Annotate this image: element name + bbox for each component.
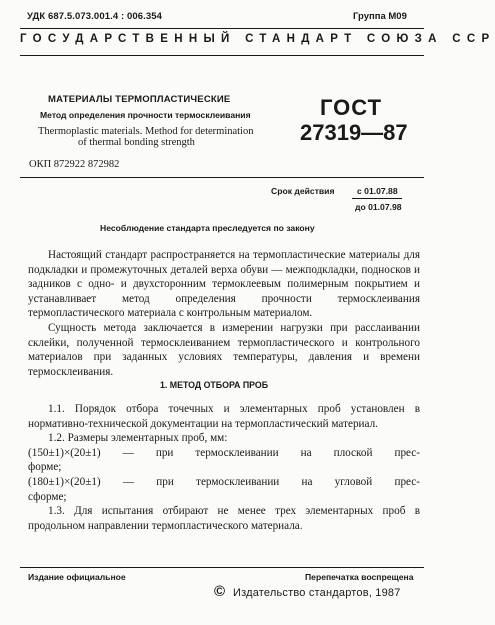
english-title-line-2: of thermal bonding strength: [78, 137, 195, 148]
dimension-1: (150±1)×(20±1) — при термосклеивании на плоской прес-: [28, 446, 420, 459]
dimension-2: (180±1)×(20±1) — при термосклеивании на угловой прес-: [28, 475, 420, 488]
gost-label: ГОСТ: [320, 95, 383, 120]
header-rule-bottom: [20, 55, 424, 56]
official-edition: Издание официальное: [28, 572, 126, 582]
document-title: МАТЕРИАЛЫ ТЕРМОПЛАСТИЧЕСКИЕ: [48, 94, 231, 105]
document-body: [28, 248, 420, 379]
validity-from: с 01.07.88: [357, 186, 398, 196]
english-title-line-1: Thermoplastic materials. Method for determination: [38, 126, 254, 137]
clause-1-2: 1.2. Размеры элементарных проб, мм:: [48, 432, 228, 445]
footer-rule: [20, 567, 424, 568]
validity-rule: [352, 198, 402, 199]
dimension-1-continuation: форме;: [28, 461, 62, 474]
copyright-symbol: ©: [214, 583, 226, 600]
section-body: [28, 402, 420, 533]
section-heading: 1. МЕТОД ОТБОРА ПРОБ: [160, 380, 269, 390]
okp-code: ОКП 872922 872982: [29, 159, 120, 170]
group-code: Группа М09: [353, 11, 407, 22]
dimension-2-continuation: сформе;: [28, 490, 67, 503]
clause-1-3: 1.3. Для испытания отбирают не менее трех элементарных проб в продольном направлении термопластического материала.: [28, 505, 420, 532]
clause-1-1: 1.1. Порядок отбора точечных и элементарных проб установлен в нормативно-технической документации на термопластический материал.: [28, 403, 420, 430]
reprint-notice: Перепечатка воспрещена: [305, 572, 414, 582]
title-block-rule: [20, 177, 424, 178]
intro-paragraph-1: Настоящий стандарт распространяется на термопластические материалы для подкладки и промежуточных деталей верха обуви — межподкладки, подносков и задников с одно- и двухсторонним термоклеевым полимерным покрытием и устанавливает метод определения прочности термосклеивания термопластического материала с контрольным материалом.: [28, 249, 420, 320]
state-standard-banner: ГОСУДАРСТВЕННЫЙ СТАНДАРТ СОЮЗА ССР: [20, 33, 495, 45]
intro-paragraph-2: Сущность метода заключается в измерении нагрузки при расслаивании склейки, полученной термосклеиванием термопластического и контрольного материалов при заданных условиях температуры, давления и времени термосклеивания.: [28, 321, 420, 378]
validity-to: до 01.07.98: [355, 202, 402, 212]
header-rule-top: [20, 28, 424, 29]
law-notice: Несоблюдение стандарта преследуется по закону: [100, 223, 315, 233]
publisher-line: Издательство стандартов, 1987: [233, 587, 401, 599]
validity-label: Срок действия: [271, 186, 335, 196]
gost-number: 27319—87: [300, 120, 408, 145]
udk-code: УДК 687.5.073.001.4 : 006.354: [27, 11, 162, 22]
document-subtitle: Метод определения прочности термосклеивания: [40, 110, 251, 120]
